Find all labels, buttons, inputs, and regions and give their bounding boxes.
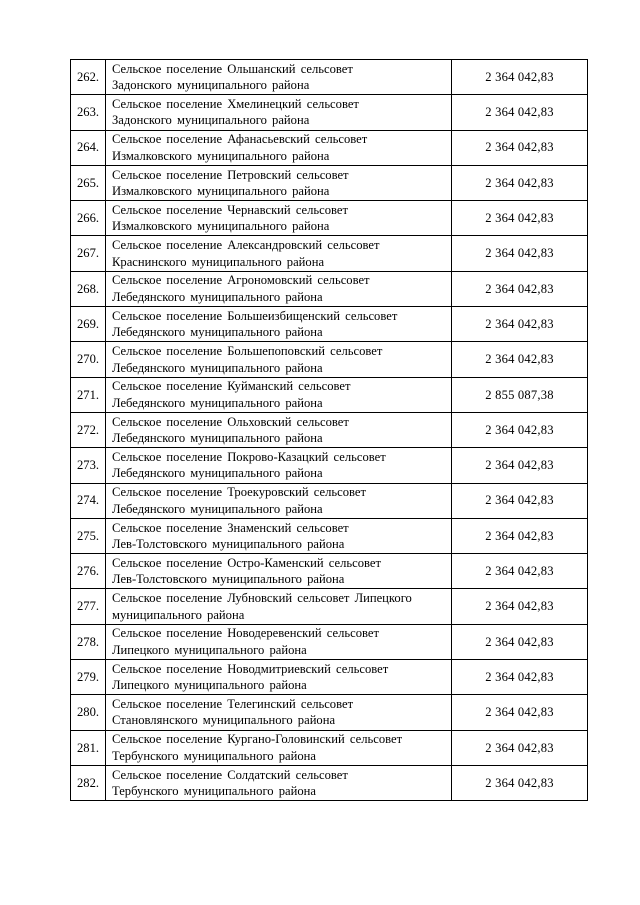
row-number-cell: 267. [71,236,106,271]
settlement-name-line-1: Сельское поселение Остро-Каменский сельсовет [112,555,382,570]
row-number-cell: 265. [71,165,106,200]
settlement-name-cell [106,412,452,447]
amount-cell: 2 364 042,83 [452,165,588,200]
settlement-name-line-1: Сельское поселение Новодеревенский сельсовет [112,626,380,641]
settlement-name-cell [106,589,452,624]
table-row [71,695,588,730]
amount-cell: 2 364 042,83 [452,695,588,730]
table-row [71,342,588,377]
settlement-name-line-2: Становлянского муниципального района [112,713,336,728]
settlement-name-line-2: Лебедянского муниципального района [112,431,323,446]
table-row [71,95,588,130]
settlement-name-cell [106,60,452,95]
settlement-name-line-1: Сельское поселение Солдатский сельсовет [112,767,348,782]
settlement-name-line-1: Сельское поселение Петровский сельсовет [112,167,349,182]
settlement-name-cell [106,448,452,483]
row-number-cell: 270. [71,342,106,377]
row-number-cell: 269. [71,307,106,342]
table-row [71,412,588,447]
settlement-name-line-2: Лев-Толстовского муниципального района [112,537,345,551]
table-body [71,60,588,801]
table-row [71,307,588,342]
table-row [71,589,588,624]
settlement-name-line-2: Краснинского муниципального района [112,254,325,269]
amount-cell: 2 364 042,83 [452,236,588,271]
row-number-cell: 268. [71,271,106,306]
settlement-name-cell [106,236,452,271]
amount-cell: 2 364 042,83 [452,60,588,95]
settlement-name-cell [106,518,452,553]
amount-cell: 2 364 042,83 [452,589,588,624]
amount-cell: 2 364 042,83 [452,95,588,130]
table-row [71,165,588,200]
amount-cell: 2 364 042,83 [452,130,588,165]
settlement-name-cell [106,730,452,765]
settlement-name-line-2: Липецкого муниципального района [112,678,307,693]
settlement-name-line-2: Лебедянского муниципального района [112,501,323,516]
allocation-table [70,59,588,801]
table-row [71,377,588,412]
row-number-cell: 280. [71,695,106,730]
settlement-name-line-1: Сельское поселение Кургано-Головинский сельсовет [112,732,403,747]
settlement-name-cell [106,95,452,130]
settlement-name-line-2: Задонского муниципального района [112,113,310,128]
amount-cell: 2 364 042,83 [452,765,588,800]
row-number-cell: 272. [71,412,106,447]
table-row [71,60,588,95]
settlement-name-cell [106,695,452,730]
amount-cell: 2 364 042,83 [452,483,588,518]
settlement-name-line-1: Сельское поселение Агрономовский сельсовет [112,273,370,288]
settlement-name-cell [106,165,452,200]
settlement-name-line-1: Сельское поселение Новодмитриевский сельсовет [112,661,389,676]
settlement-name-line-1: Сельское поселение Телегинский сельсовет [112,696,354,711]
settlement-name-cell [106,342,452,377]
row-number-cell: 274. [71,483,106,518]
amount-cell: 2 364 042,83 [452,730,588,765]
amount-cell: 2 364 042,83 [452,412,588,447]
amount-cell: 2 364 042,83 [452,271,588,306]
settlement-name-line-1: Сельское поселение Хмелинецкий сельсовет [112,96,359,111]
settlement-name-line-2: Липецкого муниципального района [112,642,307,657]
settlement-name-line-1: Сельское поселение Чернавский сельсовет [112,202,349,217]
settlement-name-line-2: Лебедянского муниципального района [112,395,323,410]
table-row [71,483,588,518]
settlement-name-line-2: Тербунского муниципального района [112,748,317,763]
row-number-cell: 271. [71,377,106,412]
settlement-name-line-2: Измалковского муниципального района [112,148,330,163]
row-number-cell: 262. [71,60,106,95]
settlement-name-line-1: Сельское поселение Куйманский сельсовет [112,379,351,394]
settlement-name-cell [106,624,452,659]
settlement-name-line-1: Сельское поселение Троекуровский сельсовет [112,485,367,500]
row-number-cell: 264. [71,130,106,165]
settlement-name-line-1: Сельское поселение Большеизбищенский сельсовет [112,308,398,323]
row-number-cell: 276. [71,554,106,589]
table-row [71,518,588,553]
table-row [71,554,588,589]
amount-cell: 2 364 042,83 [452,307,588,342]
table-row [71,448,588,483]
amount-cell: 2 364 042,83 [452,201,588,236]
settlement-name-line-1: Сельское поселение Знаменский сельсовет [112,520,349,535]
row-number-cell: 278. [71,624,106,659]
settlement-name-line-2: Измалковского муниципального района [112,184,330,199]
amount-cell: 2 364 042,83 [452,660,588,695]
amount-cell: 2 364 042,83 [452,448,588,483]
settlement-name-line-2: муниципального района [112,607,245,622]
settlement-name-line-1: Сельское поселение Ольховский сельсовет [112,414,349,429]
settlement-name-line-1: Сельское поселение Александровский сельсовет [112,238,380,253]
settlement-name-cell [106,554,452,589]
settlement-name-line-1: Сельское поселение Покрово-Казацкий сельсовет [112,449,386,464]
settlement-name-cell [106,201,452,236]
row-number-cell: 281. [71,730,106,765]
amount-cell: 2 364 042,83 [452,342,588,377]
row-number-cell: 279. [71,660,106,695]
settlement-name-cell [106,765,452,800]
amount-cell: 2 364 042,83 [452,518,588,553]
row-number-cell: 277. [71,589,106,624]
settlement-name-line-1: Сельское поселение Лубновский сельсовет Липецкого [112,591,412,606]
table-row [71,236,588,271]
settlement-name-line-2: Измалковского муниципального района [112,219,330,234]
table-row [71,201,588,236]
table-row [71,730,588,765]
settlement-name-line-2: Задонского муниципального района [112,78,310,93]
table-row [71,765,588,800]
settlement-name-cell [106,483,452,518]
settlement-name-line-2: Тербунского муниципального района [112,784,317,799]
settlement-name-line-2: Лебедянского муниципального района [112,466,323,481]
settlement-name-cell [106,271,452,306]
table-row [71,624,588,659]
row-number-cell: 273. [71,448,106,483]
settlement-name-line-1: Сельское поселение Афанасьевский сельсовет [112,132,368,147]
settlement-name-cell [106,660,452,695]
settlement-name-line-2: Лебедянского муниципального района [112,325,323,340]
row-number-cell: 263. [71,95,106,130]
amount-cell: 2 364 042,83 [452,624,588,659]
table-row [71,130,588,165]
settlement-name-line-1: Сельское поселение Ольшанский сельсовет [112,61,353,76]
row-number-cell: 275. [71,518,106,553]
settlement-name-cell [106,307,452,342]
settlement-name-line-2: Лебедянского муниципального района [112,289,323,304]
amount-cell: 2 855 087,38 [452,377,588,412]
row-number-cell: 266. [71,201,106,236]
settlement-name-line-2: Лев-Толстовского муниципального района [112,572,345,587]
settlement-name-line-2: Лебедянского муниципального района [112,360,323,375]
table-row [71,271,588,306]
row-number-cell: 282. [71,765,106,800]
settlement-name-line-1: Сельское поселение Большепоповский сельсовет [112,344,383,359]
amount-cell: 2 364 042,83 [452,554,588,589]
settlement-name-cell [106,130,452,165]
table-row [71,660,588,695]
settlement-name-cell [106,377,452,412]
